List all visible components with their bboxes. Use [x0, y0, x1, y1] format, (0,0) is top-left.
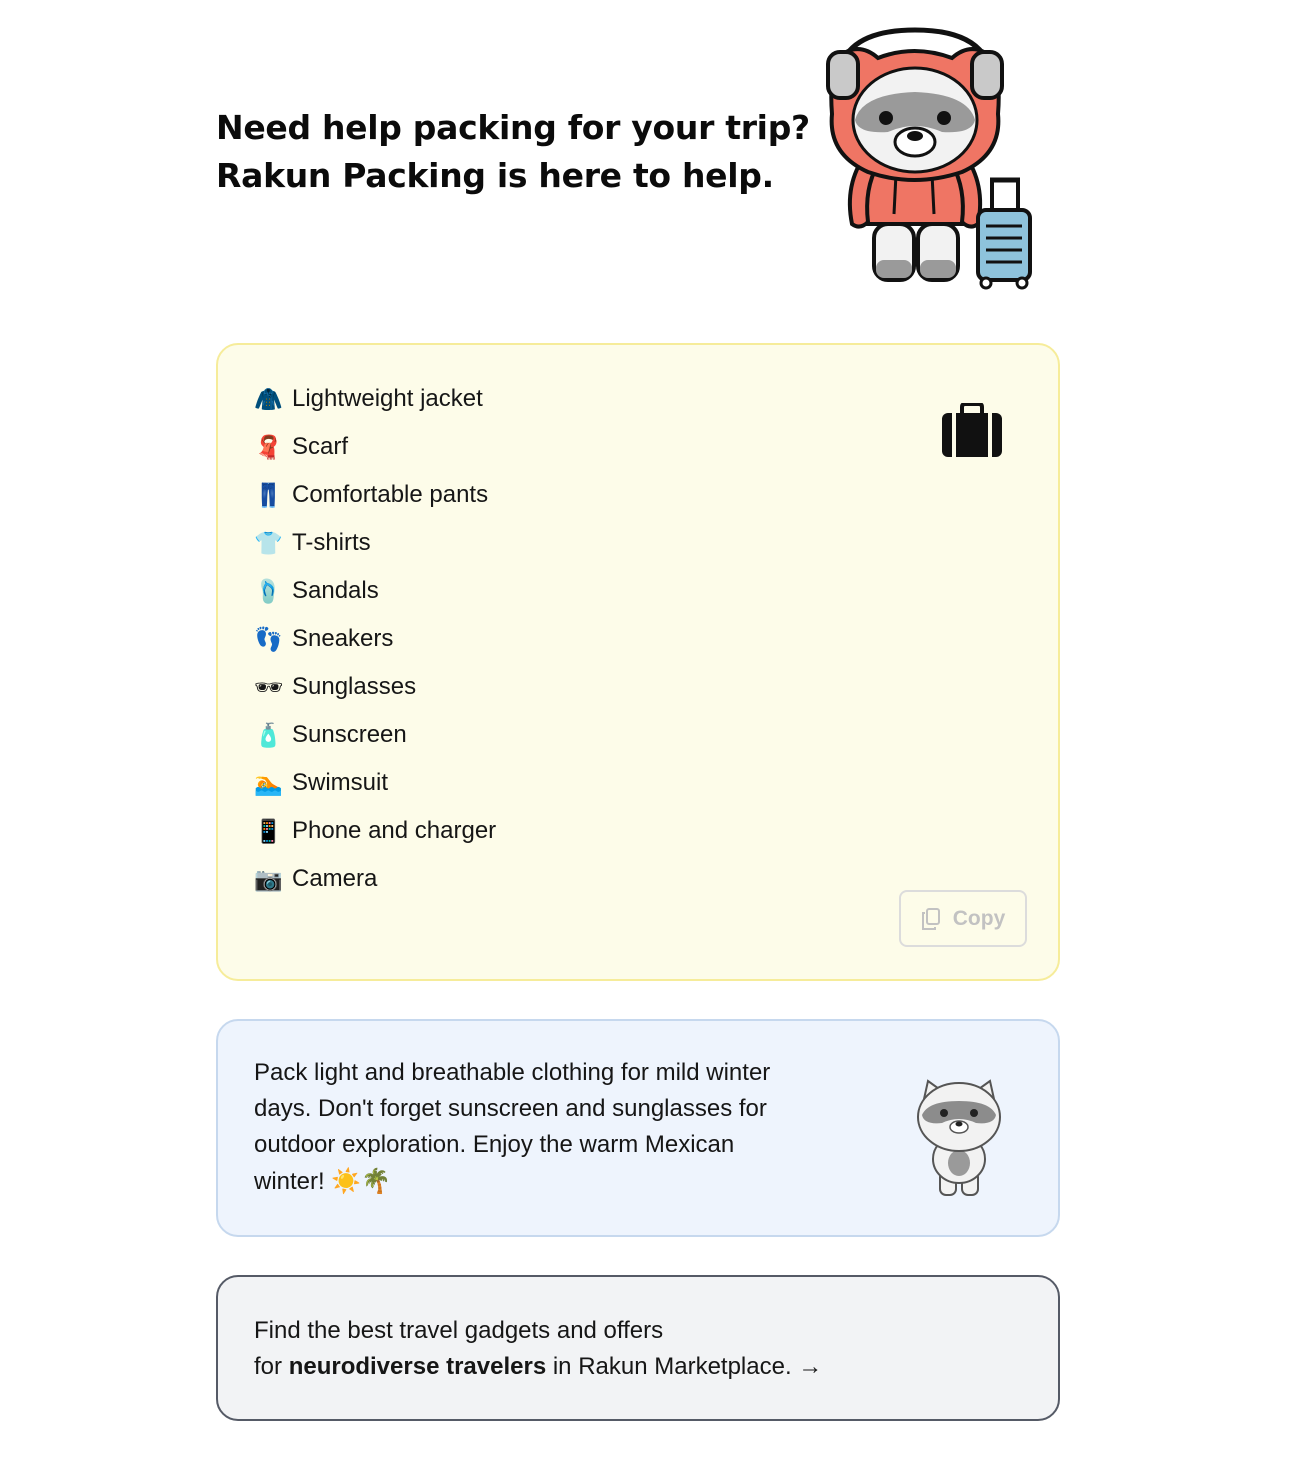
list-item — [254, 471, 496, 519]
list-item-label: T-shirts — [292, 529, 371, 556]
sunglasses-icon: 🕶 — [254, 674, 284, 701]
marketplace-line-2-suffix: in Rakun Marketplace. → — [546, 1353, 823, 1380]
copy-button[interactable] — [899, 890, 1027, 947]
scarf-icon: 🧣 — [254, 434, 283, 461]
marketplace-link-card[interactable] — [216, 1275, 1060, 1421]
list-item — [254, 711, 496, 759]
list-item — [254, 663, 496, 711]
sun-palm-icons: ☀️🌴 — [331, 1167, 392, 1195]
copy-button-label: Copy — [952, 906, 1006, 930]
list-item-label: Scarf — [292, 433, 349, 460]
lotion-bottle-icon: 🧴 — [254, 722, 283, 749]
list-item — [254, 807, 496, 855]
marketplace-highlight: neurodiverse travelers — [288, 1353, 547, 1380]
tip-text — [254, 1055, 794, 1200]
page-title — [216, 104, 816, 200]
list-item-label: Sunglasses — [292, 673, 417, 700]
marketplace-line-2-prefix: for — [254, 1353, 289, 1380]
packing-list-card — [216, 343, 1060, 981]
swimmer-icon: 🏊 — [254, 770, 283, 797]
marketplace-line-1: Find the best travel gadgets and offers — [254, 1317, 664, 1344]
footprints-icon: 👣 — [254, 626, 283, 653]
list-item-label: Sneakers — [292, 625, 394, 652]
raccoon-mini-illustration — [914, 1079, 1004, 1199]
sandal-icon: 🩴 — [254, 578, 283, 605]
raccoon-mascot-illustration — [822, 24, 1038, 290]
list-item — [254, 519, 496, 567]
title-line-1: Need help packing for your trip? — [216, 108, 810, 147]
jeans-icon: 👖 — [254, 482, 283, 509]
tshirt-icon: 👕 — [254, 530, 283, 557]
tip-card — [216, 1019, 1060, 1237]
list-item — [254, 855, 496, 903]
list-item-label: Phone and charger — [292, 817, 497, 844]
list-item-label: Swimsuit — [292, 769, 389, 796]
list-item-label: Comfortable pants — [292, 481, 489, 508]
coat-icon: 🧥 — [254, 386, 283, 413]
mobile-phone-icon: 📱 — [254, 818, 283, 845]
copy-icon — [921, 908, 941, 930]
list-item — [254, 759, 496, 807]
hero-section — [0, 0, 1304, 300]
marketplace-text — [254, 1313, 822, 1385]
tip-message: Pack light and breathable clothing for mild winter days. Don't forget sunscreen and sunglasses for outdoor exploration. Enjoy the warm Mexican winter! — [254, 1059, 771, 1195]
list-item-label: Lightweight jacket — [292, 385, 483, 412]
list-item-label: Sandals — [292, 577, 379, 604]
list-item — [254, 375, 496, 423]
list-item — [254, 423, 496, 471]
camera-icon: 📷 — [254, 866, 283, 893]
list-item-label: Sunscreen — [292, 721, 407, 748]
title-line-2: Rakun Packing is here to help. — [216, 156, 774, 195]
list-item-label: Camera — [292, 865, 378, 892]
packing-list — [254, 375, 496, 903]
list-item — [254, 567, 496, 615]
briefcase-icon — [940, 403, 1004, 459]
list-item — [254, 615, 496, 663]
